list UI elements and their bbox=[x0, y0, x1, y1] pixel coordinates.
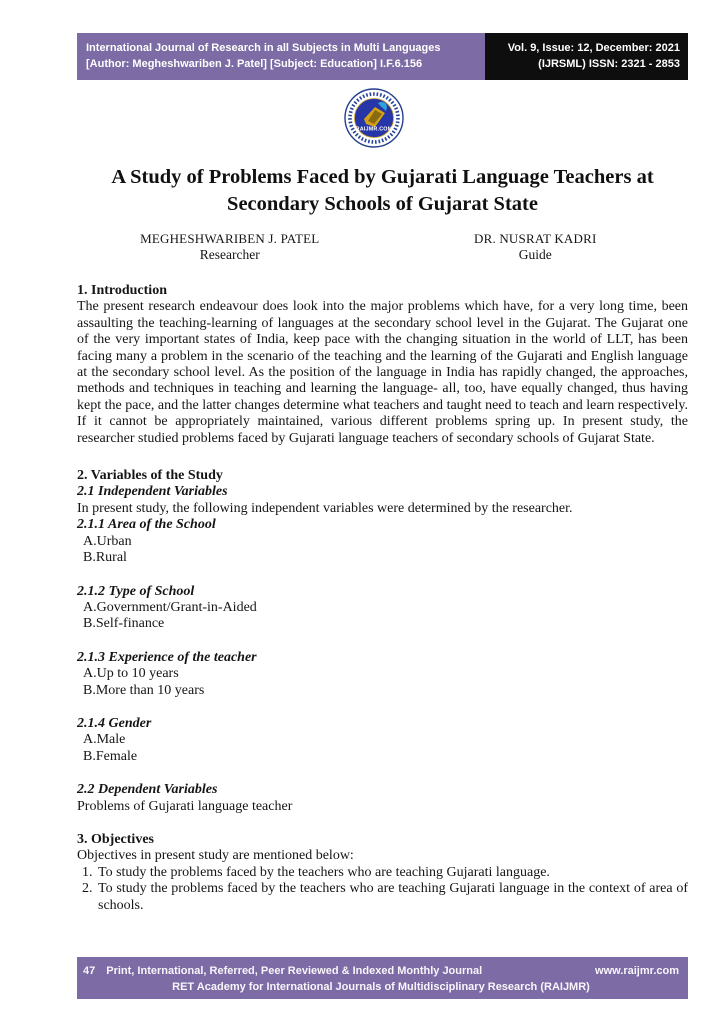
option-item: B.Rural bbox=[83, 550, 127, 566]
subsection-heading-independent-variables: 2.1 Independent Variables bbox=[77, 484, 228, 500]
group-heading-area-of-school: 2.1.1 Area of the School bbox=[77, 517, 216, 533]
option-item: B.Female bbox=[83, 748, 138, 764]
section-heading-variables: 2. Variables of the Study bbox=[77, 468, 223, 484]
author-name: MEGHESHWARIBEN J. PATEL bbox=[140, 231, 320, 246]
journal-header bbox=[77, 33, 688, 80]
objective-text: To study the problems faced by the teachers who are teaching Gujarati language in the context of area of schools. bbox=[98, 881, 688, 913]
journal-author-subject: [Author: Megheshwariben J. Patel] [Subject: Education] I.F.6.156 bbox=[86, 58, 423, 70]
option-item: A.Urban bbox=[83, 533, 132, 549]
author-role: Researcher bbox=[199, 247, 260, 262]
author-name: DR. NUSRAT KADRI bbox=[473, 231, 597, 246]
objective-item bbox=[77, 881, 688, 914]
group-heading-gender: 2.1.4 Gender bbox=[77, 715, 152, 731]
dependent-variables-body: Problems of Gujarati language teacher bbox=[77, 798, 293, 814]
option-item: A.Male bbox=[83, 732, 126, 748]
objectives-lead: Objectives in present study are mentioned below: bbox=[77, 848, 354, 864]
option-item: A.Government/Grant-in-Aided bbox=[83, 599, 257, 615]
journal-footer bbox=[77, 957, 688, 999]
issue-volume-line: Vol. 9, Issue: 12, December: 2021 bbox=[507, 42, 680, 54]
section-heading-objectives: 3. Objectives bbox=[77, 831, 154, 847]
footer-journal-type: Print, International, Referred, Peer Reviewed & Indexed Monthly Journal bbox=[106, 965, 483, 977]
issue-issn-line: (IJRSML) ISSN: 2321 - 2853 bbox=[538, 58, 680, 70]
article-body bbox=[77, 283, 688, 914]
group-heading-type-of-school: 2.1.2 Type of School bbox=[77, 583, 195, 599]
independent-variables-intro: In present study, the following independent variables were determined by the researcher. bbox=[77, 500, 573, 516]
objective-number: 2. bbox=[82, 881, 93, 897]
raijmr-logo-emblem bbox=[344, 88, 404, 148]
author-role: Guide bbox=[518, 247, 552, 262]
option-item: A.Up to 10 years bbox=[83, 666, 179, 682]
option-item: B.Self-finance bbox=[83, 616, 165, 632]
author-guide bbox=[383, 231, 689, 263]
objective-text: To study the problems faced by the teachers who are teaching Gujarati language. bbox=[98, 864, 550, 880]
logo-caption: RAIJMR.COM bbox=[355, 126, 393, 133]
article-title: A Study of Problems Faced by Gujarati Language Teachers at Secondary Schools of Gujarat State bbox=[111, 166, 654, 215]
journal-logo bbox=[344, 88, 404, 148]
issue-info-box bbox=[485, 33, 688, 80]
journal-info bbox=[77, 33, 485, 80]
footer-academy-line: RET Academy for International Journals of Multidisciplinary Research (RAIJMR) bbox=[172, 981, 590, 993]
introduction-paragraph: The present research endeavour does look into the major problems which have, for a very long time, been assaulting the teaching-learning of languages at the secondary school level in the Gujarat. The Gujarat one of the very important states of India, keep pace with the changing situation in the world of LLT, has been facing many a problem in the scenario of the teaching and the learning of the Gujarati and English language at the secondary school level. As the position of the language in India has rapidly changed, the approaches, methods and techniques in teaching and learning the language- all, too, have equally changed, thus having kept the pace, and the latter changes determine what teachers and taught need to teach and learn respectively. If it cannot be appropriately maintained, various different problems spring up. In present study, the researcher studied problems faced by Gujarati language teachers of secondary schools of Gujarat State. bbox=[77, 299, 688, 446]
objective-item bbox=[77, 865, 688, 881]
journal-title: International Journal of Research in all Subjects in Multi Languages bbox=[86, 42, 441, 54]
authors-row bbox=[77, 231, 688, 263]
group-heading-experience: 2.1.3 Experience of the teacher bbox=[77, 649, 257, 665]
footer-website: www.raijmr.com bbox=[595, 965, 679, 977]
objective-number: 1. bbox=[82, 864, 93, 880]
section-heading-introduction: 1. Introduction bbox=[77, 283, 167, 298]
option-item: B.More than 10 years bbox=[83, 682, 205, 698]
footer-line1 bbox=[83, 964, 679, 978]
subsection-heading-dependent-variables: 2.2 Dependent Variables bbox=[77, 782, 218, 798]
author-researcher bbox=[77, 231, 383, 263]
page-number: 47 bbox=[83, 965, 96, 977]
